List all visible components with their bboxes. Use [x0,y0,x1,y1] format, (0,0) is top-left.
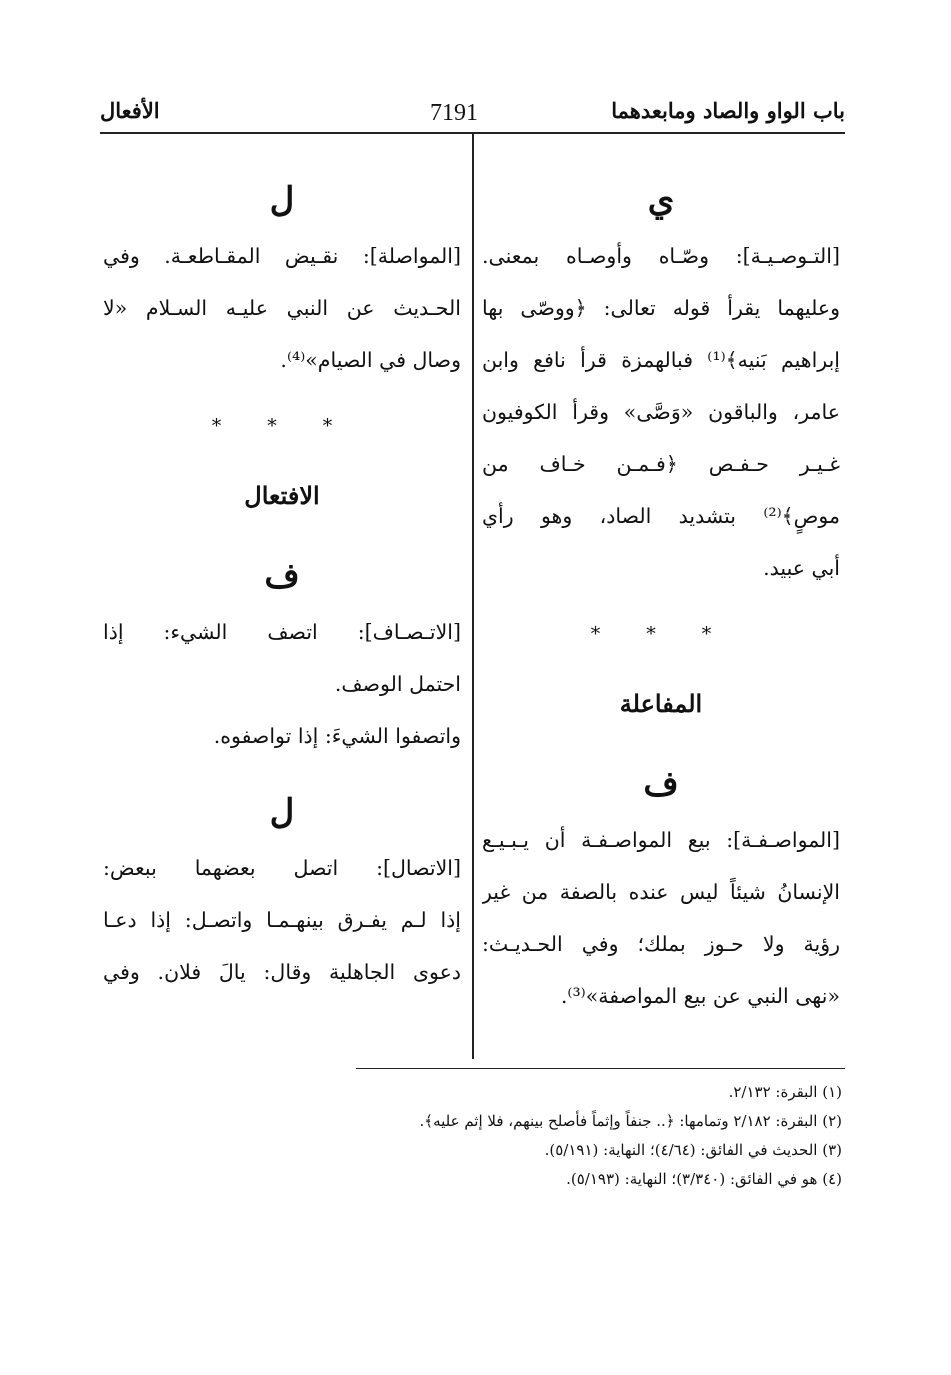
text-line: وصال في الصيام»⁽⁴⁾. [280,348,461,372]
text-line: الحـديث عن النبي عليـه السـلام «لا [103,296,461,320]
left-column [103,150,461,998]
page-number: 7191 [430,100,478,126]
letter-heading: ي [647,180,675,220]
right-column [482,150,840,1022]
column-divider [472,134,474,1059]
separator-stars: * * * [590,623,732,645]
footnote: (٢) البقرة: ٢/١٨٢ وتمامها: ﴿.. جنفاً وإثماً فأصلح بينهم، فلا إثم عليه﴾. [419,1112,842,1130]
text-line: [المواصلة]: نقـيض المقـاطعـة. وفي [103,244,461,268]
footnote: (١) البقرة: ٢/١٣٢. [728,1083,842,1101]
section-heading: الافتعال [244,481,320,510]
entry-ittisal [103,842,461,998]
text-line: إذا لـم يفـرق بينهـمـا واتصـل: إذا دعـا [103,908,461,932]
text-line: [الاتـصـاف]: اتصف الشيء: إذا [103,620,461,644]
section-title: الأفعال [100,98,160,123]
letter-heading: ف [643,764,679,804]
section-heading: المفاعلة [619,689,703,718]
text-line: دعوى الجاهلية وقال: يالَ فلان. وفي [103,960,461,984]
text-line: إبراهيم بَنيه﴾⁽¹⁾ فبالهمزة قرأ نافع وابن [482,348,840,372]
text-line: أبي عبيد. [763,556,840,580]
footnotes [300,1078,842,1194]
footnote-rule [356,1068,845,1069]
text-line: «نهى النبي عن بيع المواصفة»⁽³⁾. [560,984,840,1008]
text-line: غـيـر حـفـص ﴿فـمـن خـاف من [482,452,840,476]
entry-muwasafa [482,814,840,1022]
letter-heading: ف [264,556,300,596]
letter-heading: ل [269,180,295,220]
separator-stars: * * * [211,415,353,437]
text-line: [الاتصال]: اتصل بعضهما ببعض: [103,856,461,880]
text-line: عامر، والباقون «وَصَّى» وقرأ الكوفيون [482,400,840,424]
chapter-title: باب الواو والصاد ومابعدهما [611,98,845,123]
text-line: الإنسانُ شيئاً ليس عنده بالصفة من غير [482,880,840,904]
letter-heading: ل [269,792,295,832]
text-line: رؤية ولا حـوز بملك؛ وفي الحـديـث: [482,932,840,956]
entry-muwasala [103,230,461,386]
footnote: (٤) هو في الفائق: (٣/٣٤٠)؛ النهاية: (٥/١٩٣). [566,1170,842,1188]
text-line: احتمل الوصف. [334,672,461,696]
page-header [100,96,845,130]
text-line: [المواصـفـة]: بيع المواصـفـة أن يـبـيـع [482,828,840,852]
entry-tawsiya [482,230,840,594]
text-line: واتصفوا الشيءَ: إذا تواصفوه. [213,724,461,748]
text-line: [التـوصـيـة]: وصّـاه وأوصـاه بمعنى. [482,244,840,268]
text-line: موصٍ﴾⁽²⁾ بتشديد الصاد، وهو رأي [482,504,840,528]
entry-ittisaf [103,606,461,762]
footnote: (٣) الحديث في الفائق: (٤/٦٤)؛ النهاية: (٥/١٩١). [544,1141,842,1159]
text-line: وعليهما يقرأ قوله تعالى: ﴿ووصّى بها [482,296,840,320]
